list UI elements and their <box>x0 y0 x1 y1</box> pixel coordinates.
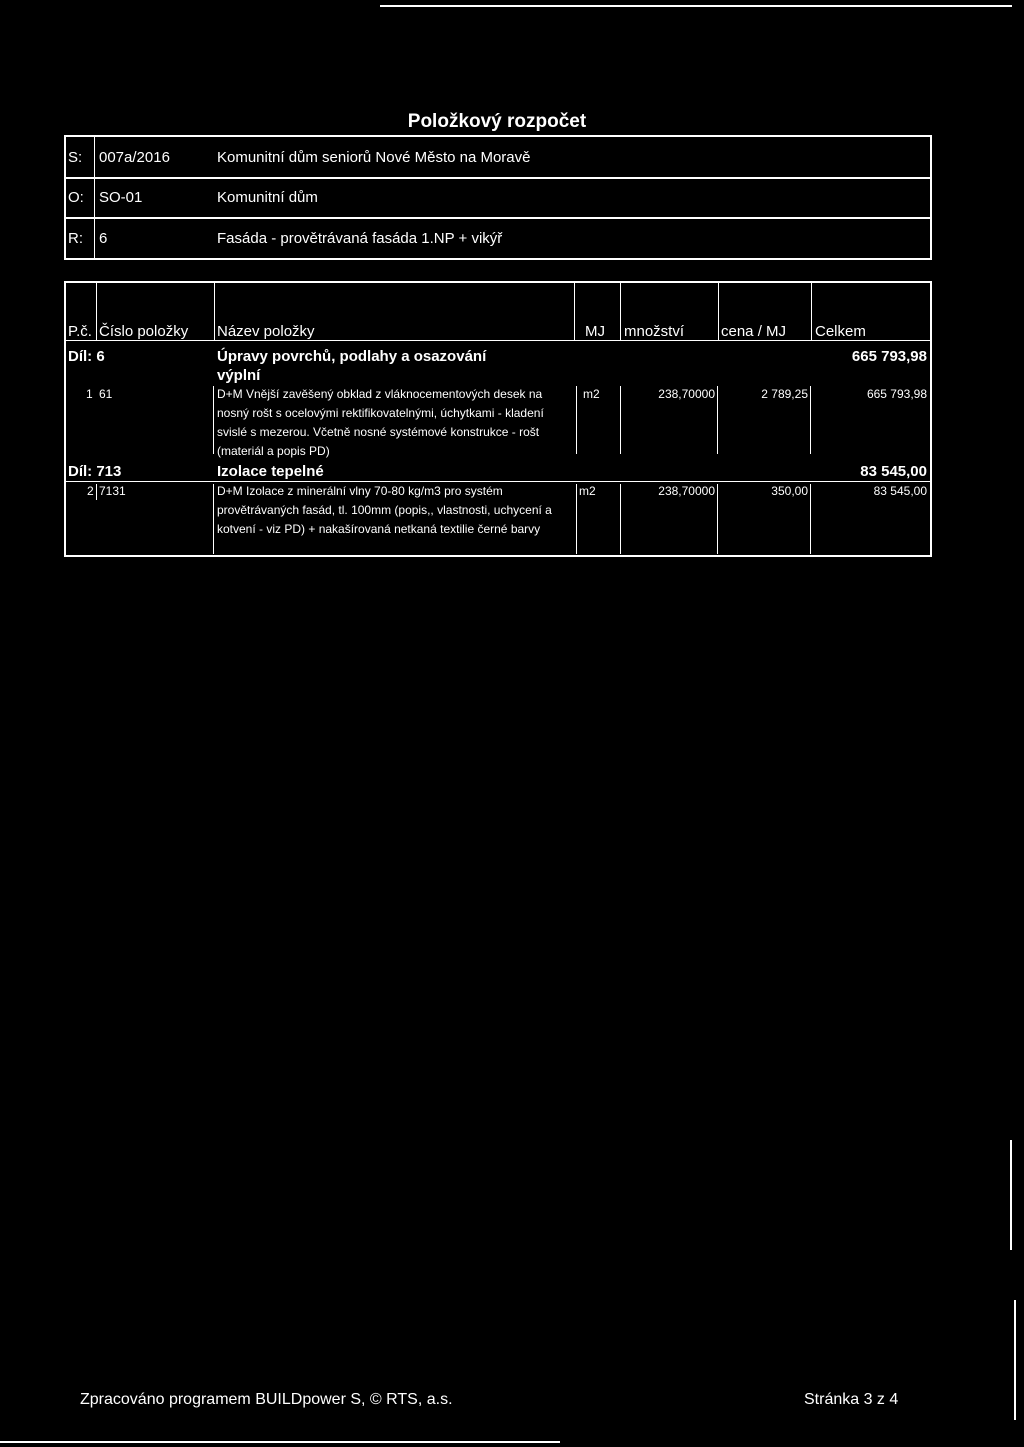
item-mnozstvi: 238,70000 <box>658 387 715 401</box>
header-name-r: Fasáda - provětrávaná fasáda 1.NP + vikýř <box>217 230 503 247</box>
col-header-cena: cena / MJ <box>721 323 787 340</box>
scan-edge-right <box>1010 1140 1012 1250</box>
header-code-o: SO-01 <box>99 189 143 206</box>
section-title-cont: výplní <box>217 367 261 384</box>
item-description: D+M Izolace z minerální vlny 70-80 kg/m3 pro systém provětrávaných fasád, tl. 100mm (popis,, vlastnosti, uchycení a kotvení - viz PD) + nakašírovaná netkaná textilie černé barvy <box>217 484 552 536</box>
section-title: Úpravy povrchů, podlahy a osazování <box>217 348 487 365</box>
header-code-s: 007a/2016 <box>99 149 170 166</box>
header-name-s: Komunitní dům seniorů Nové Město na Moravě <box>217 149 531 166</box>
header-label-r: R: <box>68 230 83 247</box>
item-pc: 2 <box>87 484 94 498</box>
item-cena: 350,00 <box>771 484 808 498</box>
header-label-o: O: <box>68 189 84 206</box>
col-header-celkem: Celkem <box>815 323 866 340</box>
scan-edge-bottom <box>0 1441 560 1443</box>
col-header-mnozstvi: množství <box>624 323 685 340</box>
footer-page-number: Stránka 3 z 4 <box>804 1391 899 1408</box>
page-title: Položkový rozpočet <box>407 111 587 132</box>
section-total: 83 545,00 <box>860 463 927 480</box>
item-cislo: 7131 <box>99 484 126 498</box>
item-cislo: 61 <box>99 387 113 401</box>
header-label-s: S: <box>68 149 83 166</box>
col-header-pc: P.č. <box>68 323 92 340</box>
section-title: Izolace tepelné <box>217 463 324 480</box>
section-total: 665 793,98 <box>851 348 927 365</box>
col-header-cislo: Číslo položky <box>99 323 189 340</box>
footer-program: Zpracováno programem BUILDpower S, © RTS, a.s. <box>80 1391 453 1408</box>
scan-edge-top <box>380 5 1012 7</box>
scan-edge-right-lower <box>1014 1300 1016 1420</box>
section-label: Díl: 6 <box>68 348 105 365</box>
item-celkem: 665 793,98 <box>866 387 927 401</box>
col-header-nazev: Název položky <box>217 323 315 340</box>
item-cena: 2 789,25 <box>761 387 808 401</box>
col-header-mj: MJ <box>585 323 605 340</box>
item-mj: m2 <box>579 484 596 498</box>
header-name-o: Komunitní dům <box>217 189 318 206</box>
item-pc: 1 <box>86 387 93 401</box>
item-mnozstvi: 238,70000 <box>658 484 715 498</box>
item-description: D+M Vnější zavěšený obklad z vláknocementových desek na nosný rošt s ocelovými rektifikovatelnými, úchytkami - kladení svislé s mezerou. Včetně nosné systémové konstrukce - rošt (materiál a popis PD) <box>217 387 544 458</box>
section-label: Díl: 713 <box>68 463 122 480</box>
item-mj: m2 <box>583 387 600 401</box>
item-celkem: 83 545,00 <box>873 484 927 498</box>
header-code-r: 6 <box>99 230 108 247</box>
